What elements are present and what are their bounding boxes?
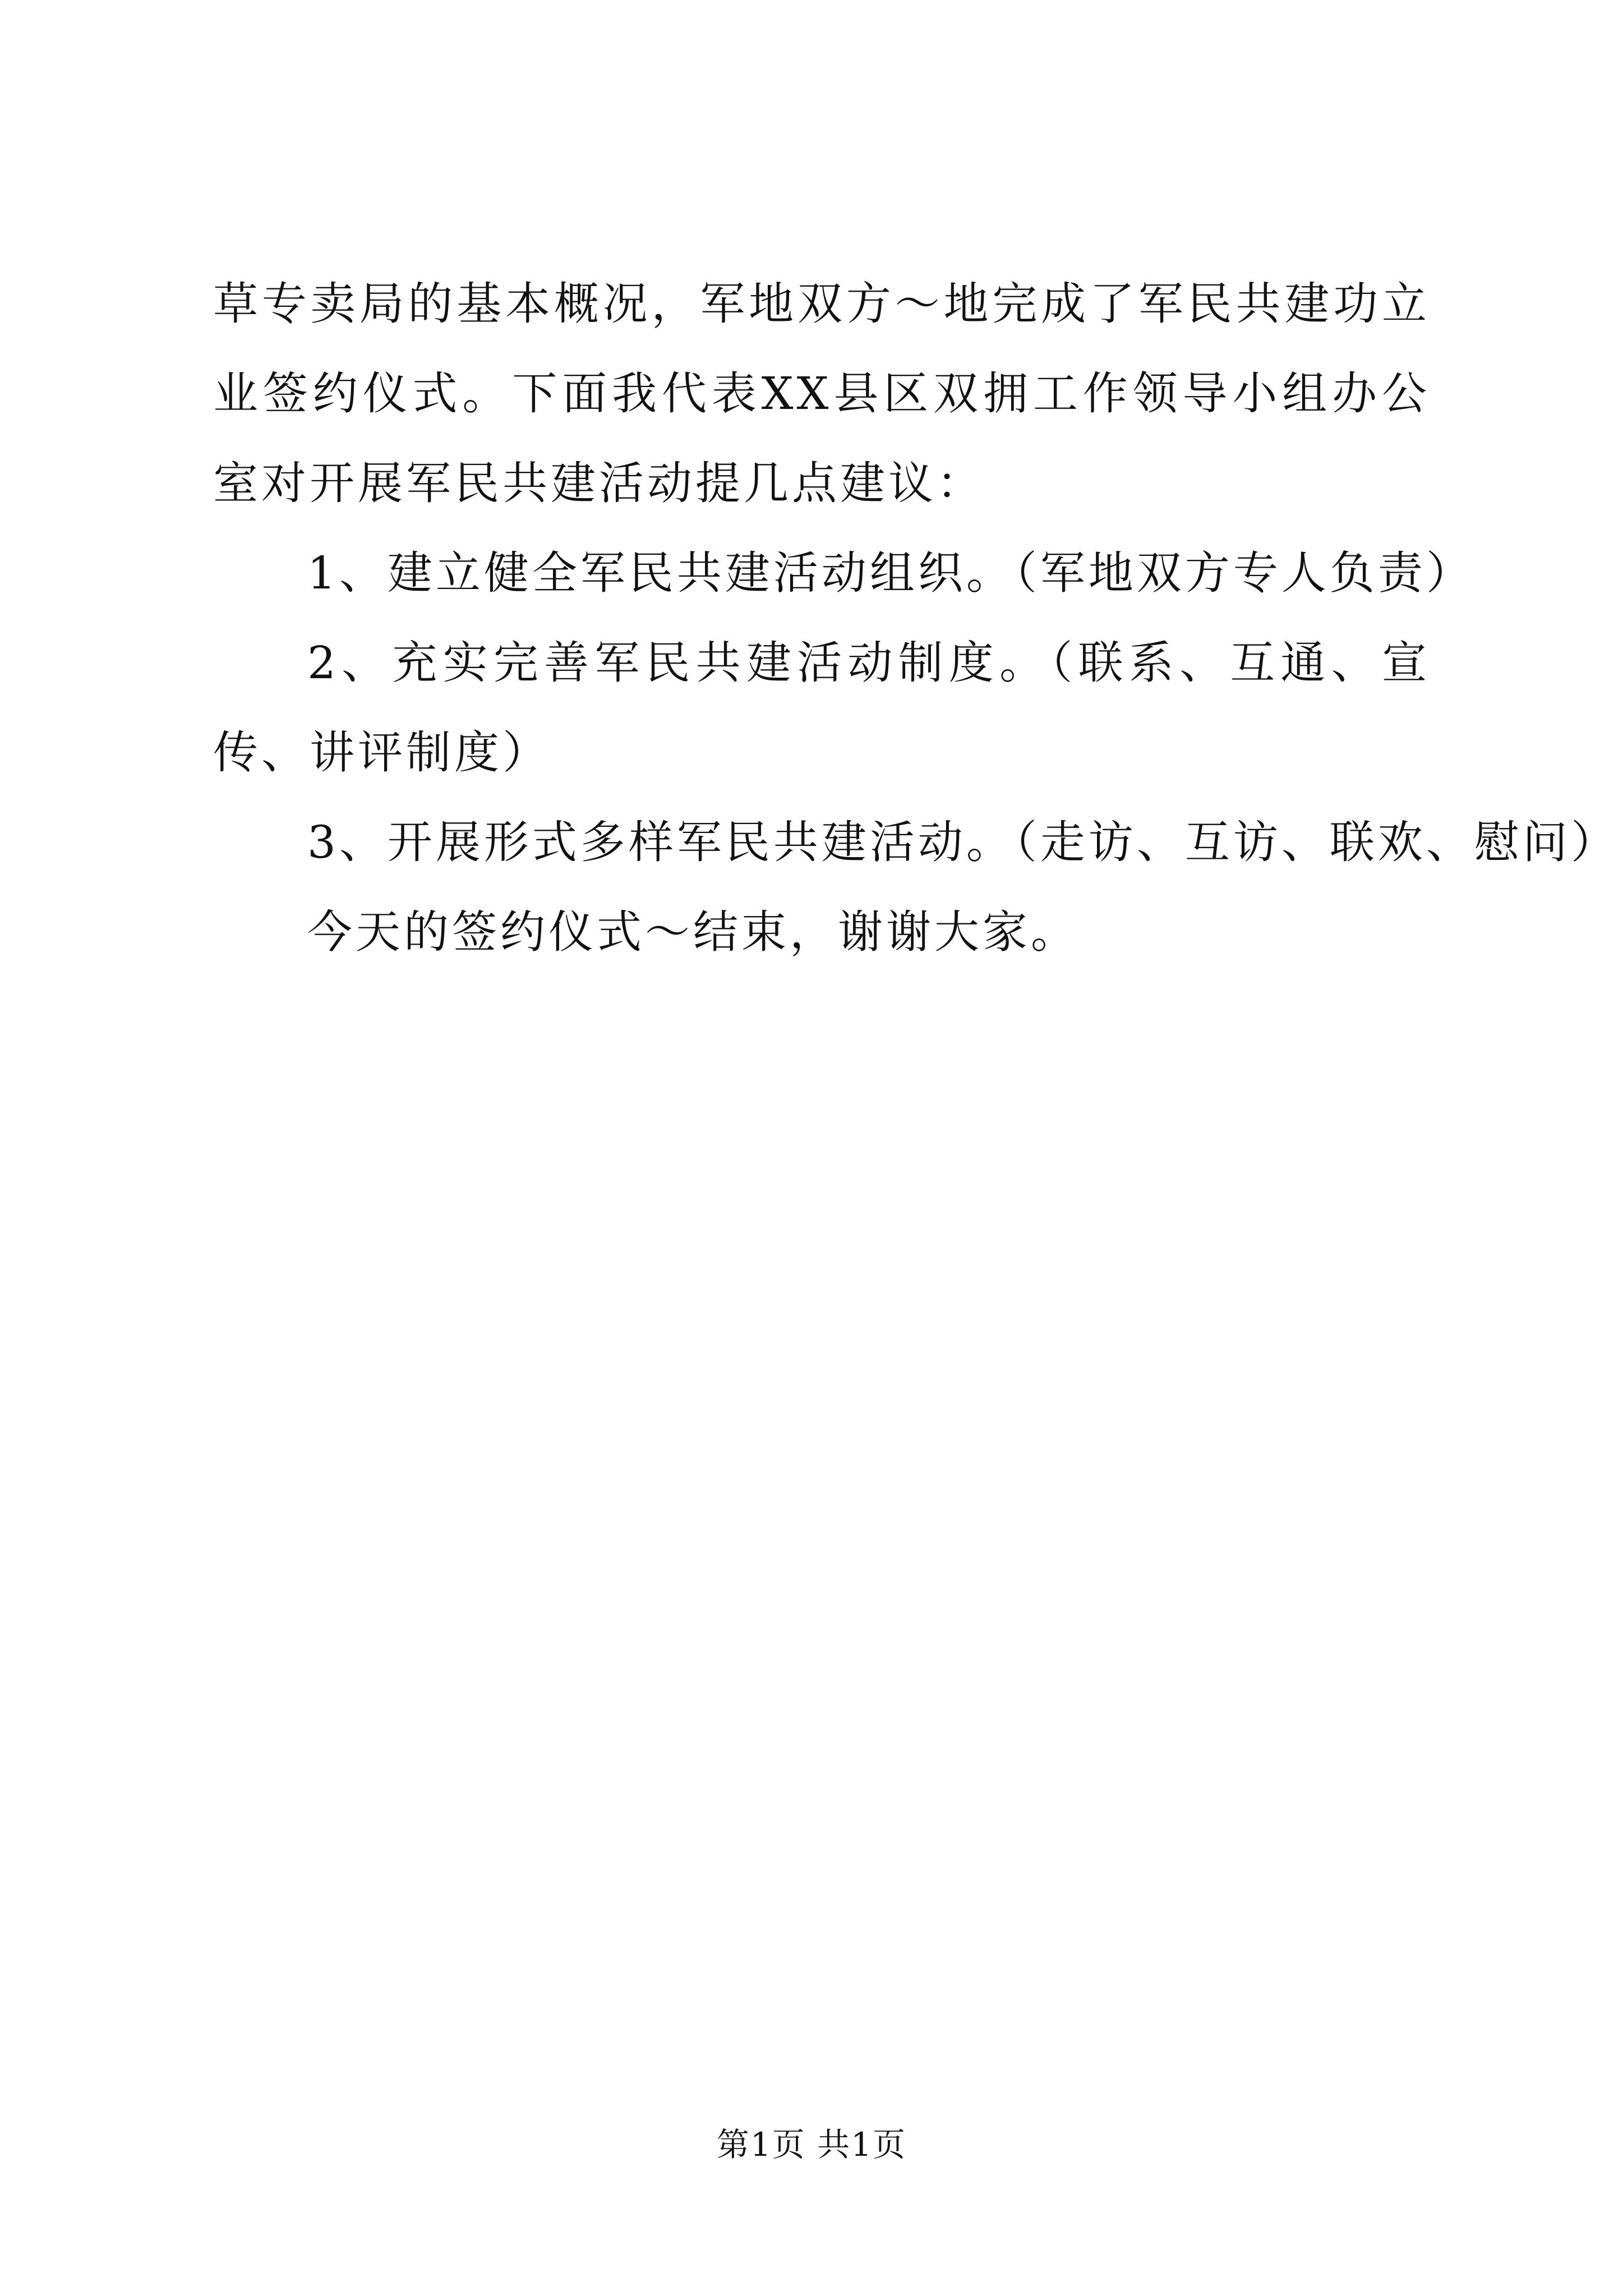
paragraph-intro: 草专卖局的基本概况，军地双方～地完成了军民共建功立业签约仪式。下面我代表XX县区双拥工作领导小组办公室对开展军民共建活动提几点建议：	[213, 278, 1430, 509]
paragraph-suggestion-2: 2、充实完善军民共建活动制度。（联系、互通、宣传、讲评制度）	[213, 637, 1430, 779]
paragraph-suggestion-1: 1、建立健全军民共建活动组织。（军地双方专人负责）	[307, 547, 1474, 599]
page-footer: 第1页 共1页	[716, 2125, 907, 2164]
document-body	[213, 259, 1619, 977]
paragraph-suggestion-3: 3、开展形式多样军民共建活动。（走访、互访、联欢、慰问）	[307, 816, 1619, 868]
paragraph-closing: 今天的签约仪式～结束，谢谢大家。	[307, 906, 1079, 958]
